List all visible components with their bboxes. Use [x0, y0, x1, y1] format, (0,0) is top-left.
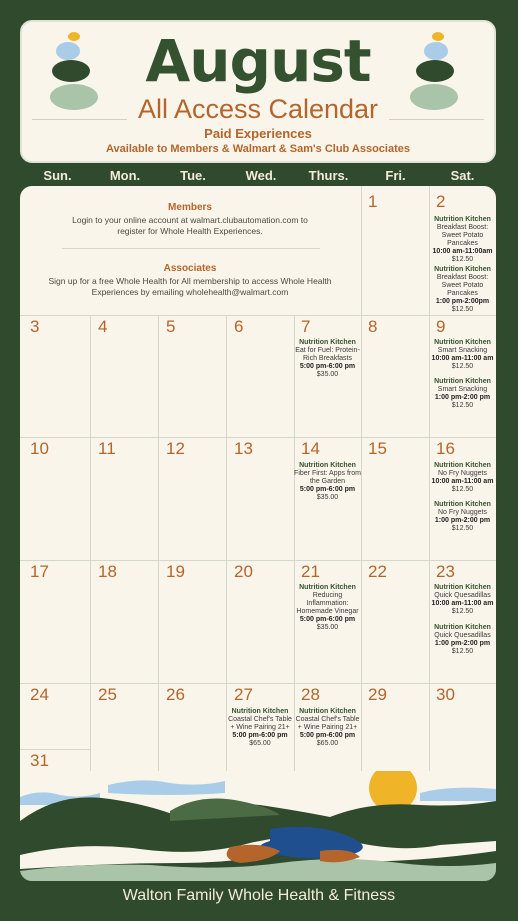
members-info — [60, 202, 320, 237]
date-1: 1 — [368, 192, 378, 211]
day-header-sun: Sun. — [43, 168, 72, 183]
date-18: 18 — [98, 562, 117, 581]
date-17: 17 — [30, 562, 49, 581]
date-26: 26 — [166, 685, 185, 704]
event-aug-2-morning[interactable]: Nutrition Kitchen Breakfast Boost: Sweet Potato Pancakes 10:00 am-11:00am $12.50 — [432, 216, 493, 263]
associates-text: Sign up for a free Whole Health for All membership to access Whole Health Experiences by emailing wholehealth@walmart.com — [48, 276, 332, 297]
date-30: 30 — [436, 685, 455, 704]
date-27: 27 — [234, 685, 253, 704]
event-aug-16-afternoon[interactable]: Nutrition Kitchen No Fry Nuggets 1:00 pm-2:00 pm $12.50 — [434, 501, 491, 532]
date-14: 14 — [301, 439, 320, 458]
date-22: 22 — [368, 562, 387, 581]
day-header-tue: Tue. — [180, 168, 206, 183]
date-10: 10 — [30, 439, 49, 458]
date-19: 19 — [166, 562, 185, 581]
event-aug-23-afternoon[interactable]: Nutrition Kitchen Quick Quesadillas 1:00 pm-2:00 pm $12.50 — [434, 624, 491, 655]
date-31: 31 — [30, 751, 49, 770]
event-aug-21[interactable]: Nutrition Kitchen Reducing Inflammation: Homemade Vinegar 5:00 pm-6:00 pm $35.00 — [296, 584, 359, 631]
calendar-subtitle: All Access Calendar — [137, 94, 379, 124]
day-header-mon: Mon. — [109, 168, 141, 183]
footer-brand: Walton Family Whole Health & Fitness — [122, 887, 396, 904]
day-header-fri: Fri. — [385, 168, 406, 183]
date-20: 20 — [234, 562, 253, 581]
date-28: 28 — [301, 685, 320, 704]
event-aug-28[interactable]: Nutrition Kitchen Coastal Chef's Table + Wine Pairing 21+ 5:00 pm-6:00 pm $65.00 — [295, 708, 360, 747]
date-16: 16 — [436, 439, 455, 458]
date-15: 15 — [368, 439, 387, 458]
event-aug-27[interactable]: Nutrition Kitchen Coastal Chef's Table + Wine Pairing 21+ 5:00 pm-6:00 pm $65.00 — [228, 708, 292, 747]
event-aug-14[interactable]: Nutrition Kitchen Fiber First: Apps from the Garden 5:00 pm-6:00 pm $35.00 — [294, 462, 361, 501]
paid-experiences-label: Paid Experiences — [204, 126, 312, 141]
date-5: 5 — [166, 317, 176, 336]
date-29: 29 — [368, 685, 387, 704]
date-21: 21 — [301, 562, 320, 581]
members-title: Members — [168, 202, 212, 213]
date-12: 12 — [166, 439, 185, 458]
event-aug-2-afternoon[interactable]: Nutrition Kitchen Breakfast Boost: Sweet Potato Pancakes 1:00 pm-2:00pm $12.50 — [434, 266, 491, 313]
associates-info — [40, 263, 340, 298]
day-header-thu: Thurs. — [308, 168, 349, 183]
date-7: 7 — [301, 317, 311, 336]
date-24: 24 — [30, 685, 49, 704]
event-aug-9-afternoon[interactable]: Nutrition Kitchen Smart Snacking 1:00 pm-2:00 pm $12.50 — [434, 378, 491, 409]
date-3: 3 — [30, 317, 40, 336]
members-text: Login to your online account at walmart.clubautomation.com to register for Whole Health Experiences. — [72, 215, 308, 236]
date-25: 25 — [98, 685, 117, 704]
date-23: 23 — [436, 562, 455, 581]
availability-note: Available to Members & Walmart & Sam's Club Associates — [106, 143, 410, 155]
month-title: August — [145, 27, 371, 95]
day-header-sat: Sat. — [450, 168, 475, 183]
date-2: 2 — [436, 192, 446, 211]
calendar-grid — [20, 186, 496, 881]
date-6: 6 — [234, 317, 244, 336]
date-9: 9 — [436, 317, 446, 336]
event-aug-7[interactable]: Nutrition Kitchen Eat for Fuel: Protein-Rich Breakfasts 5:00 pm-6:00 pm $35.00 — [295, 339, 360, 378]
event-aug-9-morning[interactable]: Nutrition Kitchen Smart Snacking 10:00 am-11:00 am $12.50 — [431, 339, 494, 370]
associates-title: Associates — [163, 263, 217, 274]
event-aug-16-morning[interactable]: Nutrition Kitchen No Fry Nuggets 10:00 am-11:00 am $12.50 — [431, 462, 494, 493]
landscape-illustration — [20, 771, 496, 881]
day-header-wed: Wed. — [245, 168, 277, 183]
event-aug-23-morning[interactable]: Nutrition Kitchen Quick Quesadillas 10:00 am-11:00 am $12.50 — [431, 584, 494, 615]
calendar-header — [20, 20, 496, 163]
date-13: 13 — [234, 439, 253, 458]
date-11: 11 — [98, 439, 116, 458]
date-4: 4 — [98, 317, 108, 336]
date-8: 8 — [368, 317, 378, 336]
